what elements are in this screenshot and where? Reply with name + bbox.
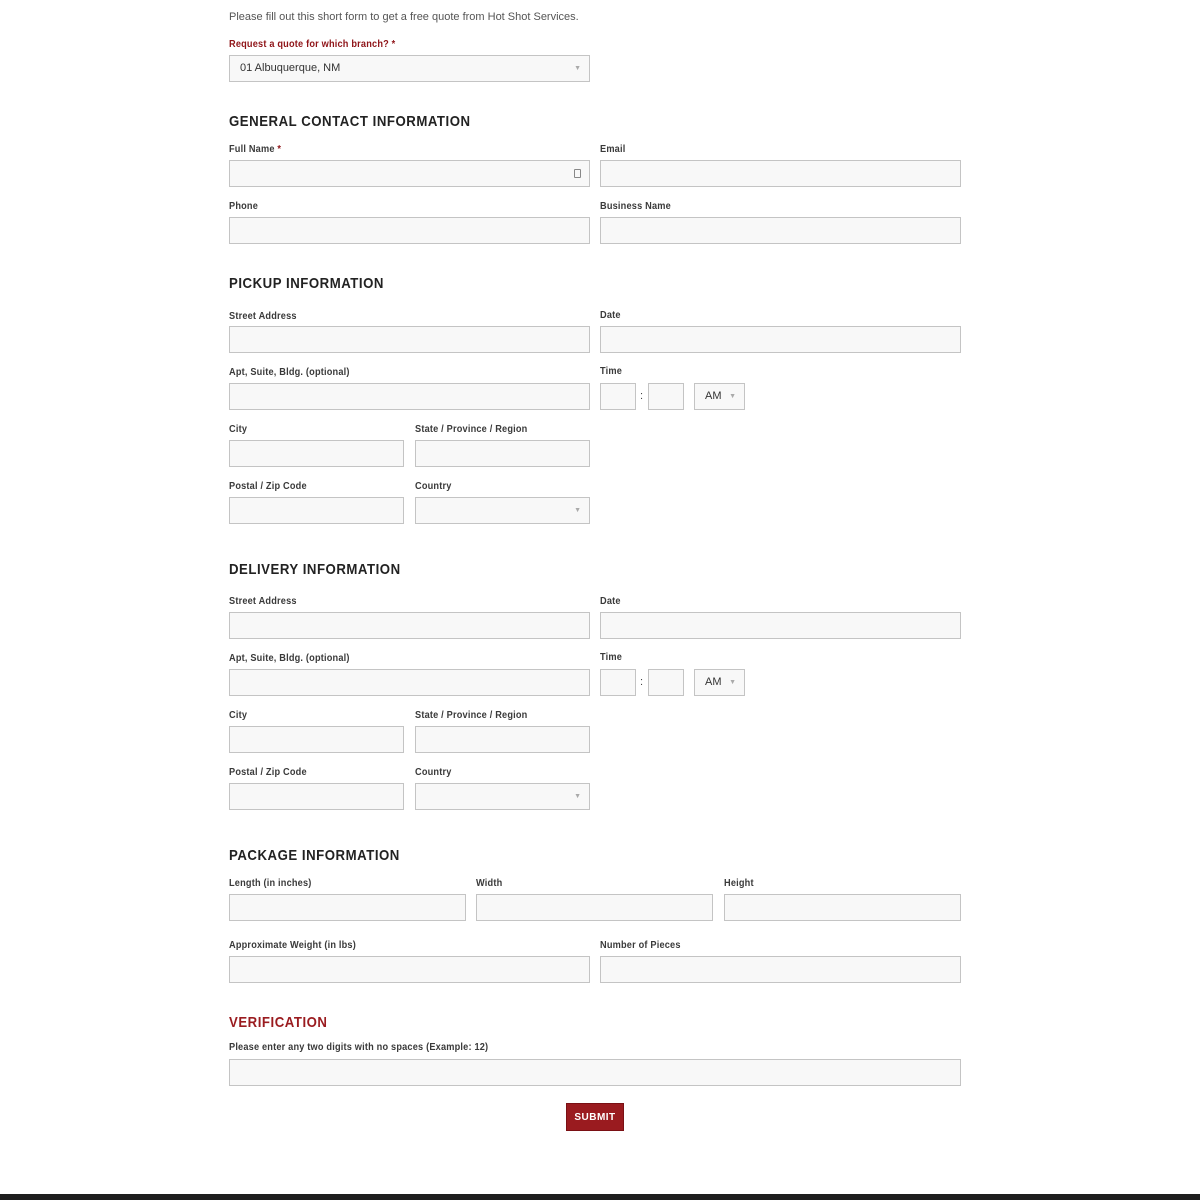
delivery-date-label: Date [600,596,621,607]
footer-bar [0,1194,1200,1200]
full-name-label-text: Full Name [229,144,275,155]
pickup-street-label: Street Address [229,311,297,322]
email-label: Email [600,144,626,155]
pickup-state-input[interactable] [415,440,590,467]
verification-label: Please enter any two digits with no spaces (Example: 12) [229,1042,489,1053]
chevron-down-icon: ▼ [574,65,581,72]
height-input[interactable] [724,894,961,921]
general-heading: GENERAL CONTACT INFORMATION [229,113,471,130]
pickup-city-label: City [229,424,248,435]
pickup-city-input[interactable] [229,440,404,467]
verification-heading: VERIFICATION [229,1014,328,1031]
pickup-postal-label: Postal / Zip Code [229,481,307,492]
pickup-state-label: State / Province / Region [415,424,528,435]
branch-select[interactable] [229,55,590,82]
email-input[interactable] [600,160,961,187]
pickup-hour-input[interactable] [600,383,636,410]
delivery-city-label: City [229,710,248,721]
phone-input[interactable] [229,217,590,244]
width-label: Width [476,878,503,889]
package-heading: PACKAGE INFORMATION [229,847,400,864]
contact-card-icon[interactable] [574,169,581,178]
chevron-down-icon: ▼ [574,793,581,800]
pickup-apt-input[interactable] [229,383,590,410]
delivery-ampm-select[interactable] [694,669,745,696]
delivery-date-input[interactable] [600,612,961,639]
pieces-input[interactable] [600,956,961,983]
delivery-state-label: State / Province / Region [415,710,528,721]
weight-input[interactable] [229,956,590,983]
business-name-input[interactable] [600,217,961,244]
pickup-country-label: Country [415,481,452,492]
delivery-postal-label: Postal / Zip Code [229,767,307,778]
delivery-minute-input[interactable] [648,669,684,696]
branch-value: 01 Albuquerque, NM [240,62,341,74]
verification-input[interactable] [229,1059,961,1086]
pickup-street-input[interactable] [229,326,590,353]
delivery-street-label: Street Address [229,596,297,607]
delivery-time-label: Time [600,652,623,663]
pickup-date-input[interactable] [600,326,961,353]
height-label: Height [724,878,754,889]
pickup-apt-label: Apt, Suite, Bldg. (optional) [229,367,350,378]
full-name-label [229,144,281,155]
full-name-input[interactable] [229,160,590,187]
delivery-heading: DELIVERY INFORMATION [229,561,401,578]
business-name-label: Business Name [600,201,671,212]
pickup-postal-input[interactable] [229,497,404,524]
pickup-ampm-select[interactable] [694,383,745,410]
delivery-apt-label: Apt, Suite, Bldg. (optional) [229,653,350,664]
delivery-ampm-value: AM [705,676,722,688]
delivery-country-label: Country [415,767,452,778]
submit-button[interactable]: SUBMIT [567,1104,623,1130]
delivery-street-input[interactable] [229,612,590,639]
time-separator: : [640,676,644,688]
chevron-down-icon: ▼ [729,393,736,400]
length-input[interactable] [229,894,466,921]
intro-text: Please fill out this short form to get a free quote from Hot Shot Services. [229,11,579,23]
chevron-down-icon: ▼ [729,679,736,686]
pickup-date-label: Date [600,310,621,321]
pickup-ampm-value: AM [705,390,722,402]
delivery-apt-input[interactable] [229,669,590,696]
required-marker: * [277,144,282,155]
weight-label: Approximate Weight (in lbs) [229,940,356,951]
delivery-postal-input[interactable] [229,783,404,810]
pickup-minute-input[interactable] [648,383,684,410]
pickup-heading: PICKUP INFORMATION [229,275,384,292]
branch-label-text: Request a quote for which branch? [229,39,389,50]
width-input[interactable] [476,894,713,921]
length-label: Length (in inches) [229,878,312,889]
pieces-label: Number of Pieces [600,940,681,951]
chevron-down-icon: ▼ [574,507,581,514]
delivery-city-input[interactable] [229,726,404,753]
branch-label [229,39,395,50]
delivery-state-input[interactable] [415,726,590,753]
pickup-country-select[interactable] [415,497,590,524]
time-separator: : [640,390,644,402]
delivery-country-select[interactable] [415,783,590,810]
phone-label: Phone [229,201,259,212]
delivery-hour-input[interactable] [600,669,636,696]
required-marker: * [391,39,396,50]
pickup-time-label: Time [600,366,623,377]
